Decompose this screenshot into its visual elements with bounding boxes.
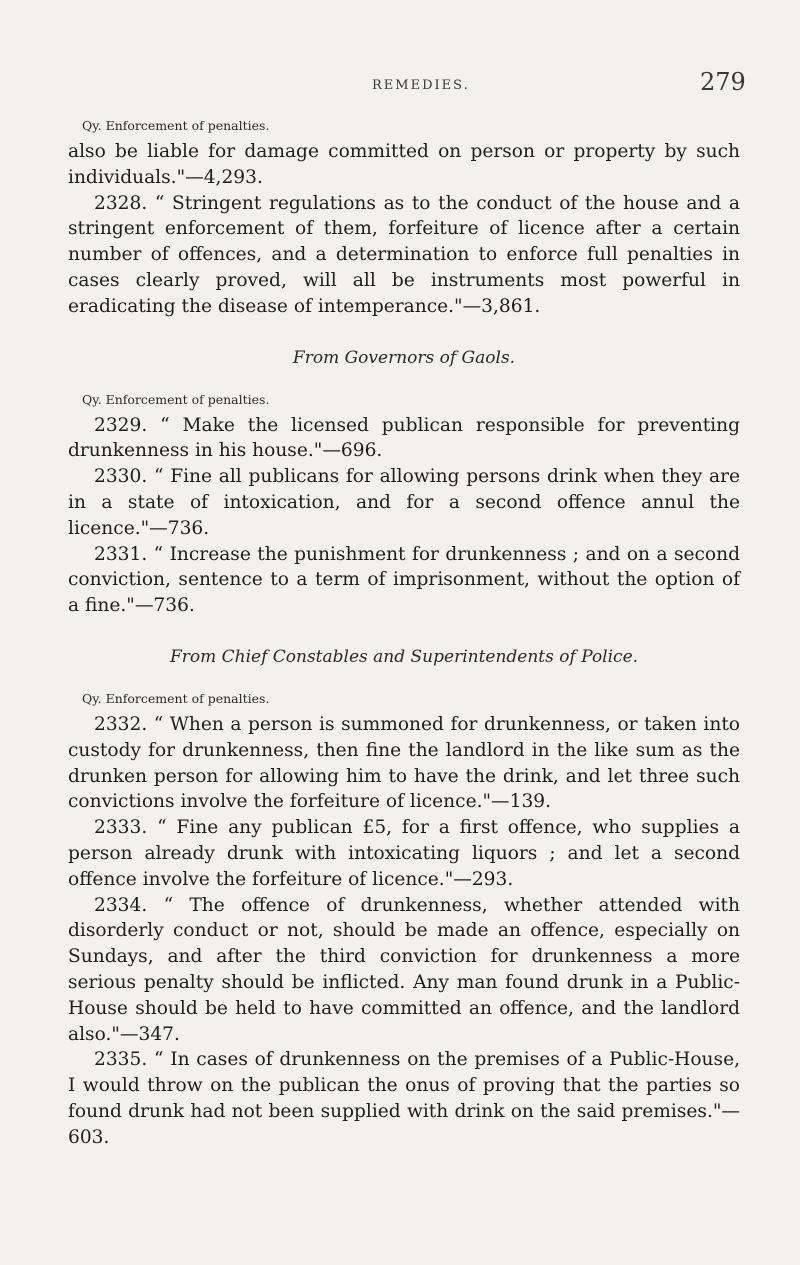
- paragraph-2334: 2334. “ The offence of drunkenness, whether attended with disorderly conduct or not, should be made an offence, especially on Sundays, and after the third conviction for drunkenness a more serious penalty should be inflicted. Any man found drunk in a Public-House should be held to have committed an offence, and the landlord also."—347.: [68, 894, 740, 1045]
- section-heading-police: From Chief Constables and Superintendents of Police.: [169, 646, 639, 667]
- query-note: Qy. Enforcement of penalties.: [82, 118, 270, 133]
- paragraph-2328: 2328. “ Stringent regulations as to the conduct of the house and a stringent enforcement of them, forfeiture of licence after a certain number of offences, and a determination to enforce full penalties in cases clearly proved, will all be instruments most powerful in eradicating the disease of intemperance."—3,861.: [68, 192, 740, 317]
- paragraph-2335: 2335. “ In cases of drunkenness on the premises of a Public-House, I would throw on the publican the onus of proving that the parties so found drunk had not been supplied with drink on the said premises."—603.: [68, 1049, 740, 1148]
- paragraph-2332: 2332. “ When a person is summoned for drunkenness, or taken into custody for drunkenness, then fine the landlord in the like sum as the drunken person for allowing him to have the drink, and let three such convictions involve the forfeiture of licence."—139.: [68, 713, 740, 813]
- paragraph-2331: 2331. “ Increase the punishment for drunkenness ; and on a second conviction, sentence to a term of imprisonment, without the option of a fine."—736.: [68, 543, 740, 617]
- paragraph-2330: 2330. “ Fine all publicans for allowing persons drink when they are in a state of intoxication, and for a second offence annul the licence."—736.: [68, 466, 740, 539]
- paragraph-2329: 2329. “ Make the licensed publican responsible for preventing drunkenness in his house."—696.: [68, 414, 740, 462]
- paragraph-2333: 2333. “ Fine any publican £5, for a first offence, who supplies a person already drunk with intoxicating liquors ; and let a second offence involve the forfeiture of licence."—293.: [68, 817, 740, 890]
- page-number: 279: [700, 68, 746, 96]
- query-note: Qy. Enforcement of penalties.: [82, 391, 270, 407]
- running-head: REMEDIES.: [372, 78, 470, 93]
- paragraph-continuation: also be liable for damage committed on person or property by such individuals."—4,293.: [68, 141, 740, 188]
- section-heading-gaols: From Governors of Gaols.: [292, 347, 516, 368]
- page-content: [68, 118, 740, 1151]
- query-note: Qy. Enforcement of penalties.: [82, 690, 270, 706]
